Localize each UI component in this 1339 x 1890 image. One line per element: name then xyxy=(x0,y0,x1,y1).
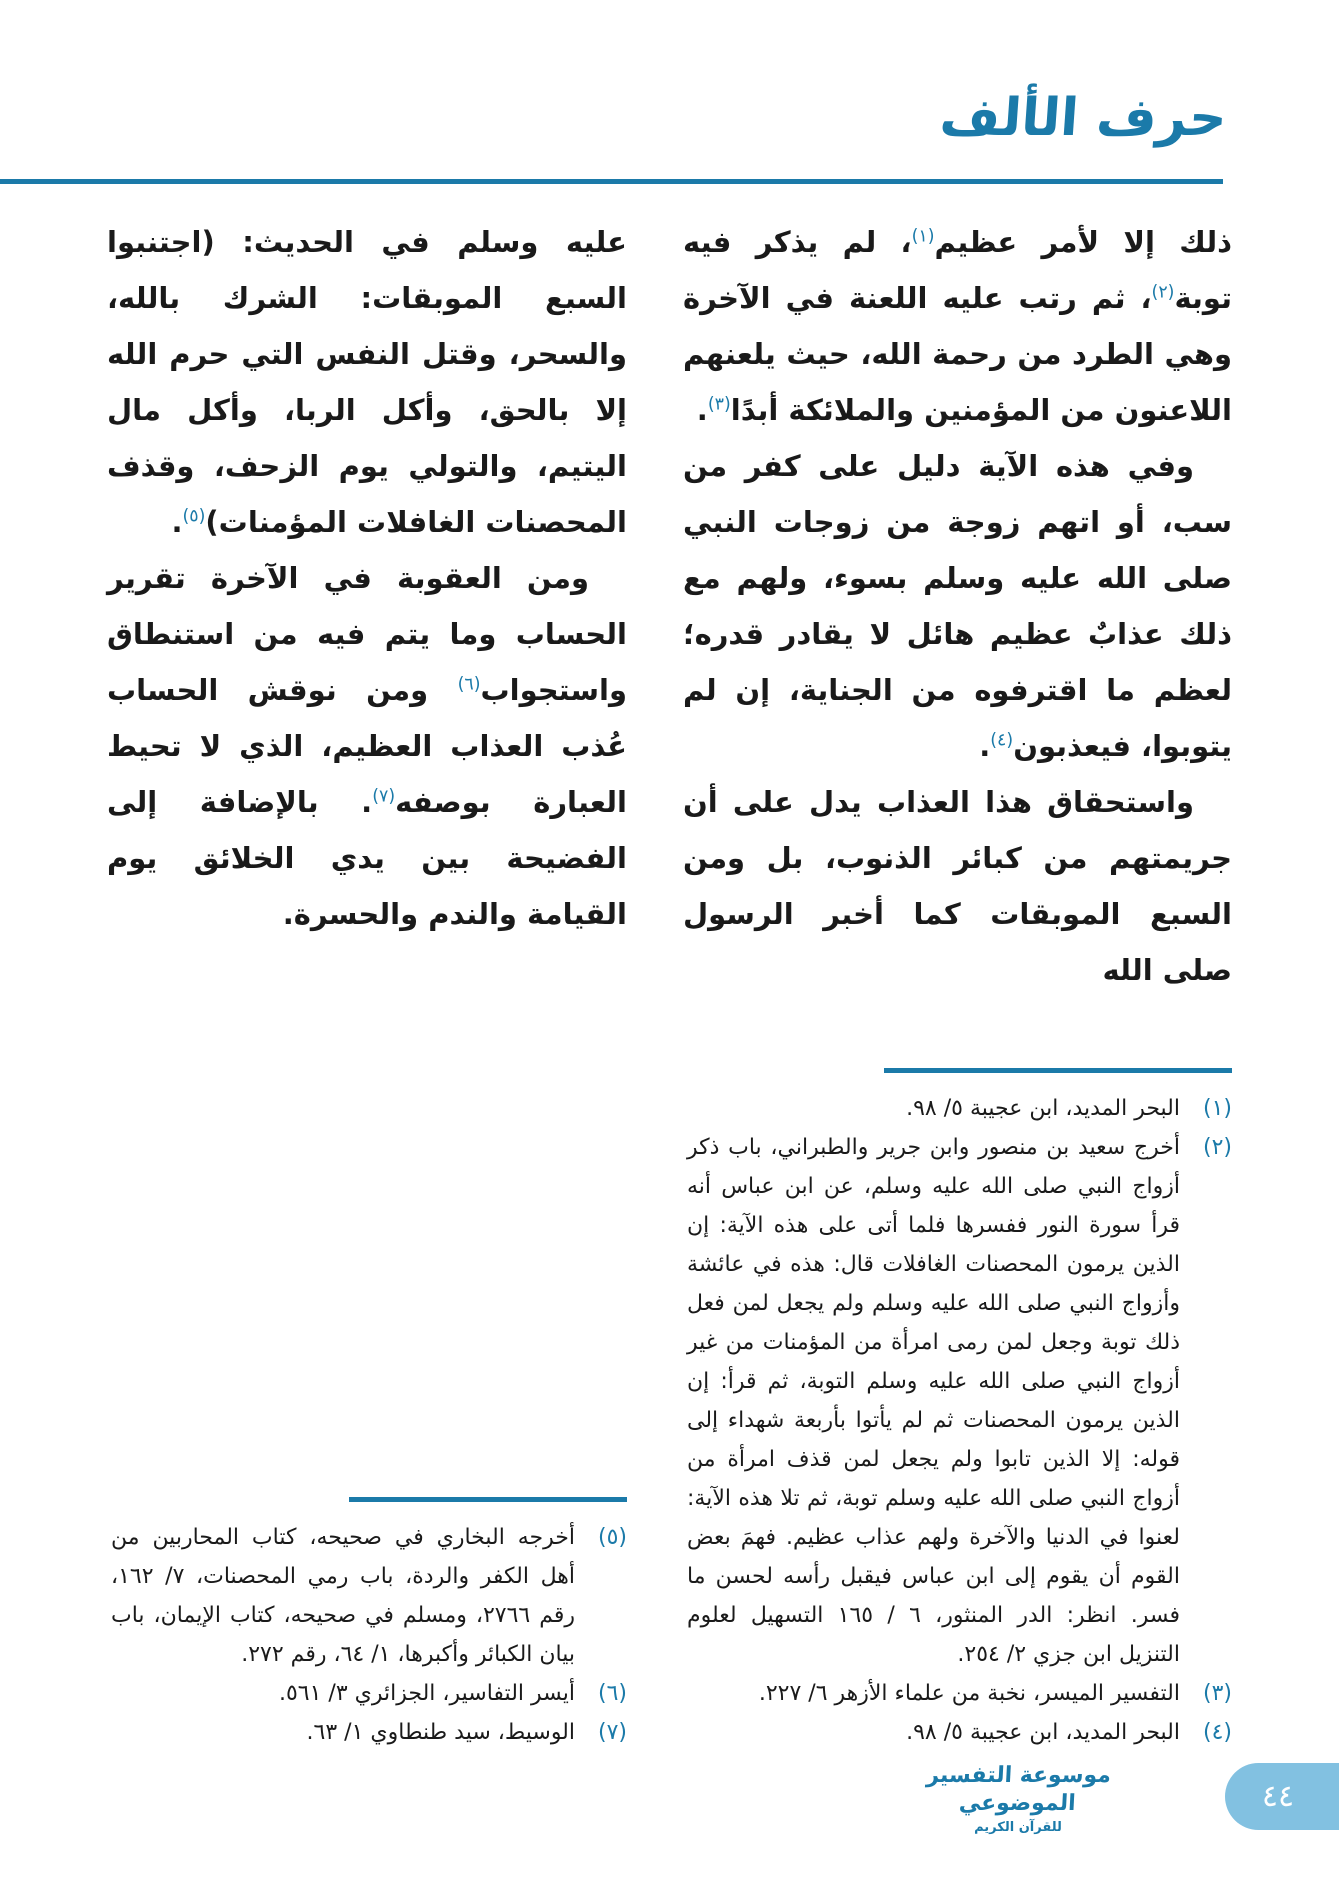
footnote-separator xyxy=(884,1068,1232,1073)
column-left xyxy=(107,214,627,1752)
left-footnotes xyxy=(107,1497,627,1752)
footnote-item xyxy=(683,1713,1232,1752)
footnote-marker: (٥) xyxy=(597,1525,627,1550)
chapter-title: حرف الألف xyxy=(938,88,1230,148)
footnote-reference: (٤) xyxy=(990,730,1014,751)
footnote-text: البحر المديد، ابن عجيبة ٥/ ٩٨. xyxy=(906,1720,1180,1745)
main-content xyxy=(107,214,1232,1752)
footnote-text: أخرج سعيد بن منصور وابن جرير والطبراني، باب ذكر أزواج النبي صلى الله عليه وسلم، عن ابن عباس أنه قرأ سورة النور ففسرها فلما أتى على هذه الآية: إن الذين يرمون المحصنات الغافلات قال: هذه في عائشة وأزواج النبي صلى الله عليه وسلم ولم يجعل لمن فعل ذلك توبة وجعل لمن رمى امرأة من المؤمنات من غير أزواج النبي صلى الله عليه وسلم التوبة، ثم قرأ: إن الذين يرمون المحصنات ثم لم يأتوا بأربعة شهداء إلى قوله: إلا الذين تابوا ولم يجعل لمن قذف امرأة من أزواج النبي صلى الله عليه وسلم توبة، ثم تلا هذه الآية: لعنوا في الدنيا والآخرة ولهم عذاب عظيم. فهمَ بعض القوم أن يقوم إلى ابن عباس فيقبل رأسه لحسن ما فسر. انظر: الدر المنثور، ٦ / ١٦٥ التسهيل لعلوم التنزيل ابن جزي ٢/ ٢٥٤. xyxy=(687,1135,1180,1667)
page-number: ٤٤ xyxy=(1261,1779,1295,1814)
column-right xyxy=(683,214,1232,1752)
footnote-reference: (٢) xyxy=(1151,282,1175,303)
footnote-item xyxy=(107,1713,627,1752)
paragraph: عليه وسلم في الحديث: (اجتنبوا السبع الموبقات: الشرك بالله، والسحر، وقتل النفس التي حرم الله إلا بالحق، وأكل الربا، وأكل مال اليتيم، والتولي يوم الزحف، وقذف المحصنات الغافلات المؤمنات)$^{(٥)}$. xyxy=(107,225,627,539)
paragraph: واستحقاق هذا العذاب يدل على أن جريمتهم من كبائر الذنوب، بل ومن السبع الموبقات كما أخبر الرسول صلى الله xyxy=(683,785,1232,987)
footnote-item xyxy=(683,1089,1232,1128)
paragraph: ذلك إلا لأمر عظيم$^{(١)}$، لم يذكر فيه توبة$^{(٢)}$، ثم رتب عليه اللعنة في الآخرة وهي الطرد من رحمة الله، حيث يلعنهم اللاعنون من المؤمنين والملائكة أبدًا$^{(٣)}$. xyxy=(683,225,1232,427)
footnote-marker: (٦) xyxy=(597,1681,627,1706)
footnote-marker: (٤) xyxy=(1202,1720,1232,1745)
footnote-text: البحر المديد، ابن عجيبة ٥/ ٩٨. xyxy=(906,1096,1180,1121)
footnote-marker: (١) xyxy=(1202,1096,1232,1121)
right-body-text xyxy=(683,214,1232,998)
footnote-reference: (١) xyxy=(911,226,935,247)
left-body-text xyxy=(107,214,627,942)
publisher-logo-title: موسوعة التفسير الموضوعي xyxy=(925,1763,1112,1816)
footnote-item xyxy=(107,1674,627,1713)
footnote-text: التفسير الميسر، نخبة من علماء الأزهر ٦/ ٢٢٧. xyxy=(758,1681,1180,1706)
footnote-item xyxy=(683,1128,1232,1674)
footnote-marker: (٢) xyxy=(1202,1135,1232,1160)
publisher-logo-subtitle: للقرآن الكريم xyxy=(974,1820,1062,1835)
footnote-text: الوسيط، سيد طنطاوي ١/ ٦٣. xyxy=(306,1720,575,1745)
paragraph: وفي هذه الآية دليل على كفر من سب، أو اتهم زوجة من زوجات النبي صلى الله عليه وسلم بسوء، ولهم مع ذلك عذابٌ عظيم هائل لا يقادر قدره؛ لعظم ما اقترفوه من الجناية، إن لم يتوبوا، فيعذبون$^{(٤)}$. xyxy=(683,449,1232,763)
paragraph: ومن العقوبة في الآخرة تقرير الحساب وما يتم فيه من استنطاق واستجواب$^{(٦)}$ ومن نوقش الحساب عُذب العذاب العظيم، الذي لا تحيط العبارة بوصفه$^{(٧)}$. بالإضافة إلى الفضيحة بين يدي الخلائق يوم القيامة والندم والحسرة. xyxy=(107,561,627,931)
footnote-item xyxy=(107,1518,627,1674)
footnote-text: أيسر التفاسير، الجزائري ٣/ ٥٦١. xyxy=(278,1681,575,1706)
publisher-logo xyxy=(918,1762,1118,1835)
footnote-marker: (٣) xyxy=(1202,1681,1232,1706)
footnote-reference: (٦) xyxy=(457,674,481,695)
footnote-reference: (٧) xyxy=(372,786,396,807)
footnote-separator xyxy=(349,1497,627,1502)
footnote-item xyxy=(683,1674,1232,1713)
footnote-reference: (٥) xyxy=(182,506,206,527)
footnote-text: أخرجه البخاري في صحيحه، كتاب المحاربين من أهل الكفر والردة، باب رمي المحصنات، ٧/ ١٦٢، رقم ٢٧٦٦، ومسلم في صحيحه، كتاب الإيمان، باب بيان الكبائر وأكبرها، ١/ ٦٤، رقم ٢٧٢. xyxy=(111,1525,576,1667)
footnote-reference: (٣) xyxy=(707,394,731,415)
header-rule xyxy=(0,179,1223,184)
right-footnotes xyxy=(683,1068,1232,1752)
page-number-tab xyxy=(1225,1763,1339,1830)
footnote-marker: (٧) xyxy=(597,1720,627,1745)
